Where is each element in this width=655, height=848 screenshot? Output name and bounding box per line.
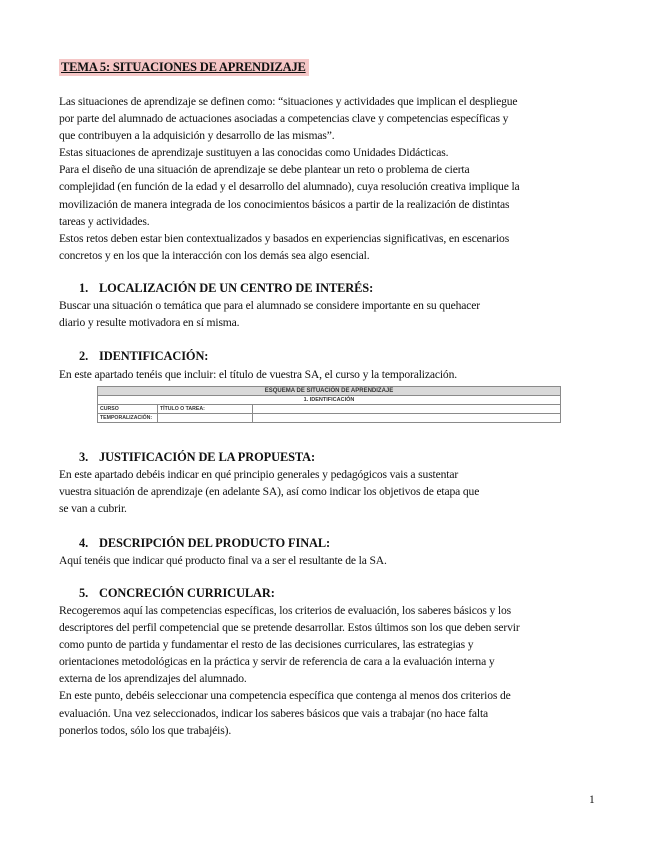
- section-number: 2.: [79, 349, 89, 363]
- section-body-5: [59, 602, 595, 739]
- section-number: 3.: [79, 450, 89, 464]
- text-line: movilización de manera integrada de los conocimientos básicos a partir de la realización de distintas: [59, 197, 510, 211]
- text-line: vuestra situación de aprendizaje (en adelante SA), así como indicar los objetivos de etapa que: [59, 485, 480, 499]
- section-heading-5: [79, 586, 275, 601]
- text-line: orientaciones metodológicas en la práctica y servir de referencia de cara a la evaluación interna y: [59, 655, 495, 669]
- section-body-2: [59, 366, 595, 383]
- table-label-titulo: TÍTULO O TAREA:: [158, 405, 253, 414]
- section-title: LOCALIZACIÓN DE UN CENTRO DE INTERÉS:: [99, 281, 374, 295]
- text-line: externa de los aprendizajes del alumnado.: [59, 672, 247, 686]
- section-title: JUSTIFICACIÓN DE LA PROPUESTA:: [99, 450, 316, 464]
- identification-table: [97, 386, 561, 423]
- text-line: En este apartado debéis indicar en qué principio generales y pedagógicos vais a sustentar: [59, 468, 459, 481]
- text-line: Estos retos deben estar bien contextualizados y basados en experiencias significativas, en escenarios: [59, 231, 510, 245]
- section-heading-4: [79, 536, 330, 551]
- text-line: complejidad (en función de la edad y el desarrollo del alumnado), cuya resolución creativa implique la: [59, 180, 520, 194]
- intro-paragraph-1: [59, 93, 595, 264]
- text-line: que contribuyen a la adquisición y desarrollo de las mismas”.: [59, 129, 335, 143]
- text-line: tareas y actividades.: [59, 214, 150, 228]
- section-number: 4.: [79, 536, 89, 550]
- text-line: Estas situaciones de aprendizaje sustituyen a las conocidas como Unidades Didácticas.: [59, 146, 449, 160]
- section-heading-2: [79, 349, 208, 364]
- text-line: diario y resulte motivadora en sí misma.: [59, 316, 240, 330]
- table-cell-empty: [253, 405, 561, 414]
- text-line: concretos y en los que la interacción con los demás sea algo esencial.: [59, 248, 370, 262]
- table-label-temporalizacion: TEMPORALIZACIÓN:: [98, 414, 158, 423]
- table-title: ESQUEMA DE SITUACIÓN DE APRENDIZAJE: [98, 387, 561, 396]
- text-line: evaluación. Una vez seleccionados, indicar los saberes básicos que vais a trabajar (no hace falta: [59, 706, 489, 720]
- text-line: Las situaciones de aprendizaje se definen como: “situaciones y actividades que implican el despliegue: [59, 95, 518, 108]
- section-number: 5.: [79, 586, 89, 600]
- text-line: Aquí tenéis que indicar qué producto final va a ser el resultante de la SA.: [59, 554, 387, 567]
- text-line: Buscar una situación o temática que para el alumnado se considere importante en su quehacer: [59, 299, 480, 312]
- section-body-1: [59, 297, 595, 331]
- table-cell-empty: [253, 414, 561, 423]
- section-body-4: [59, 552, 595, 569]
- text-line: En este punto, debéis seleccionar una competencia específica que contenga al menos dos criterios de: [59, 689, 511, 703]
- table-subtitle: 1. IDENTIFICACIÓN: [98, 396, 561, 405]
- text-line: Recogeremos aquí las competencias específicas, los criterios de evaluación, los saberes básicos y los: [59, 604, 511, 617]
- text-line: ponerlos todos, sólo los que trabajéis).: [59, 723, 232, 737]
- section-title: CONCRECIÓN CURRICULAR:: [99, 586, 275, 600]
- section-title: IDENTIFICACIÓN:: [99, 349, 209, 363]
- page-number: 1: [589, 794, 595, 806]
- section-body-3: [59, 466, 595, 517]
- text-line: descriptores del perfil competencial que se pretende desarrollar. Estos últimos son los que deben servir: [59, 621, 520, 635]
- section-heading-3: [79, 450, 315, 465]
- text-line: como punto de partida y fundamentar el resto de las decisiones curriculares, las estrategias y: [59, 638, 474, 652]
- text-line: se van a cubrir.: [59, 502, 127, 516]
- text-line: Para el diseño de una situación de aprendizaje se debe plantear un reto o problema de cierta: [59, 163, 470, 177]
- table-label-curso: CURSO: [98, 405, 158, 414]
- section-title: DESCRIPCIÓN DEL PRODUCTO FINAL:: [99, 536, 331, 550]
- section-heading-1: [79, 281, 373, 296]
- section-number: 1.: [79, 281, 89, 295]
- table-cell-empty: [158, 414, 253, 423]
- page-title: TEMA 5: SITUACIONES DE APRENDIZAJE: [59, 59, 309, 76]
- text-line: por parte del alumnado de actuaciones asociadas a competencias clave y competencias específicas y: [59, 112, 509, 126]
- text-line: En este apartado tenéis que incluir: el título de vuestra SA, el curso y la temporalización.: [59, 368, 457, 381]
